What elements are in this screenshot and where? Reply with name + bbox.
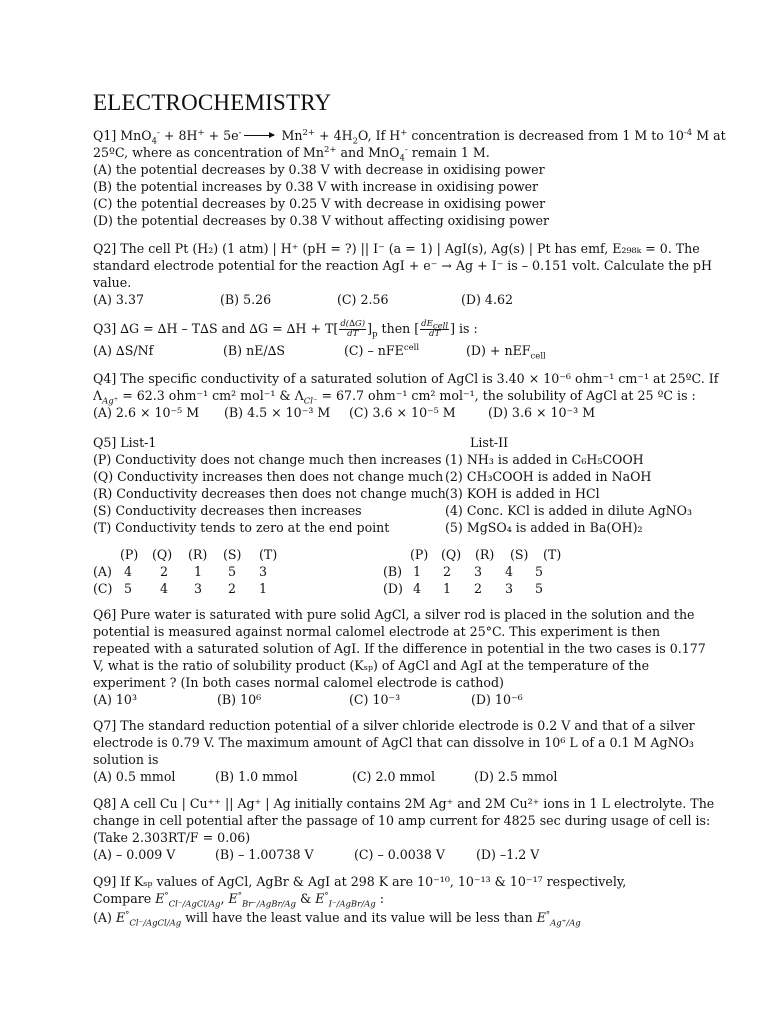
question-2-options [93,291,693,308]
match-cell: 1 [443,581,452,596]
match-header-q: (Q) [441,547,462,562]
match-cell: 1 [194,564,203,579]
match-row [93,580,693,597]
list-row [93,519,693,536]
option-a: (A) 3.37 [93,292,144,307]
option-c: (C) the potential decreases by 0.25 V with decrease in oxidising power [93,196,546,211]
question-7-stem-line: solution is [93,752,159,767]
question-7-stem-line: Q7] The standard reduction potential of a silver chloride electrode is 0.2 V and that of a silver [93,718,695,733]
question-9-option-a: (A) $E^\circ_{Cl^-/AgCl/Ag}$ will have the least value and its value will be less than $E^\circ_{Ag^+/Ag}$ [93,909,581,929]
option-c: (C) 2.56 [337,292,389,307]
option-c: (C) 3.6 × 10⁻⁵ M [349,405,456,420]
question-2-stem-line-1: Q2] The cell Pt (H₂) (1 atm) | H⁺ (pH = ?) || I⁻ (a = 1) | AgI(s), Ag(s) | Pt has emf, E₂₉₈ₖ = 0. The [93,241,700,256]
match-cell: 2 [443,564,452,579]
question-2-stem-line-3: value. [93,275,132,290]
match-header-s: (S) [510,547,529,562]
question-6-stem-line: potential is measured against normal calomel electrode at 25°C. This experiment is then [93,624,661,639]
option-b: (B) 1.0 mmol [215,769,298,784]
question-4-stem-line-2: $\Lambda_{Ag^+} = 62.3$ ohm⁻¹ cm² mol⁻¹ & $\Lambda_{Cl^-} = 67.7$ ohm⁻¹ cm² mol⁻¹, the solubility of AgCl at 25 ºC is : [93,388,696,407]
option-d: (D) 4.62 [461,292,513,307]
list-row [93,451,693,468]
question-9-stem-line-1: Q9] If Kₛₚ values of AgCl, AgBr & AgI at 298 K are 10⁻¹⁰, 10⁻¹³ & 10⁻¹⁷ respectively, [93,874,627,889]
question-8-options [93,846,693,863]
match-cell: 5 [124,581,133,596]
match-cell: 1 [413,564,422,579]
match-header-s: (S) [223,547,242,562]
match-cell: 4 [124,564,133,579]
question-6-stem-line: Q6] Pure water is saturated with pure solid AgCl, a silver rod is placed in the solution and the [93,607,695,622]
option-a: (A) – 0.009 V [93,847,176,862]
list-2-item-4: (4) Conc. KCl is added in dilute AgNO₃ [445,503,693,518]
match-header-p: (P) [410,547,429,562]
list-2-item-2: (2) CH₃COOH is added in NaOH [445,469,652,484]
match-cell: 5 [535,564,544,579]
question-6-stem-line: repeated with a saturated solution of AgI. If the difference in potential in the two cases is 0.177 [93,641,706,656]
option-c: (C) [93,581,113,596]
match-cell: 3 [474,564,483,579]
question-8-stem-line: (Take 2.303RT/F = 0.06) [93,830,251,845]
option-a: (A) 2.6 × 10⁻⁵ M [93,405,200,420]
option-c: (C) 2.0 mmol [352,769,435,784]
fraction-d-ecell-dt: $\frac{dE_{cell}}{dT}$ [421,319,449,339]
question-9-stem-line-2: Compare $E^\circ_{Cl^-/AgCl/Ag}$, $E^\circ_{Br^-/AgBr/Ag}$ & $E^\circ_{I^-/AgBr/Ag}$ : [93,890,384,910]
option-b: (B) [383,564,403,579]
question-8-stem-line: Q8] A cell Cu | Cu⁺⁺ || Ag⁺ | Ag initially contains 2M Ag⁺ and 2M Cu²⁺ ions in 1 L electrolyte. The [93,796,715,811]
option-d: (D) 2.5 mmol [474,769,558,784]
list-1-item-r: (R) Conductivity decreases then does not change much [93,486,446,501]
question-4-options [93,404,693,421]
match-header-row [93,546,693,563]
match-grid [93,546,693,597]
option-a: (A) 10³ [93,692,137,707]
match-cell: 4 [505,564,514,579]
question-1-stem-line-2: 25ºC, where as concentration of $Mn^{2+}$ and MnO$_4$- remain 1 M. [93,144,490,164]
list-2-item-5: (5) MgSO₄ is added in Ba(OH)₂ [445,520,643,535]
option-c: (C) – nFE$^{cell}$ [344,342,420,358]
match-cell: 2 [228,581,237,596]
option-d: (D) 3.6 × 10⁻³ M [488,405,596,420]
fraction-d-delta-g-dt: $\frac{d(\Delta G)}{dT}$ [340,319,366,339]
option-c: (C) 10⁻³ [349,692,401,707]
match-header-t: (T) [543,547,562,562]
question-6 [93,606,706,708]
match-cell: 1 [259,581,268,596]
question-2 [93,240,712,308]
question-1-stem-line-1: Q1] MnO$_4$- + 8H+ + 5e- $Mn^{2+} + 4H_2O$, If H+ concentration is decreased from 1 M to $10^{-4}$ M at [93,127,726,147]
question-3-stem: Q3] ∆G = ∆H – T∆S and ∆G = ∆H + T[ $\frac{d(\Delta G)}{dT}$ ]$_p$ then [ $\frac{dE_{cell}}{dT}$ ] is : [93,319,478,340]
option-b: (B) the potential increases by 0.38 V with increase in oxidising power [93,179,539,194]
page-title: ELECTROCHEMISTRY [93,90,332,115]
match-header-r: (R) [475,547,495,562]
list-row [93,468,693,485]
question-3-options [93,342,693,362]
question-7-options [93,768,693,785]
question-1 [93,127,726,229]
option-d: (D) [383,581,403,596]
question-4-stem-line-1: Q4] The specific conductivity of a saturated solution of AgCl is 3.40 × 10⁻⁶ ohm⁻¹ cm⁻¹ at 25ºC. If [93,371,719,386]
list-1-heading: Q5] List-1 [93,435,157,450]
match-header-p: (P) [120,547,139,562]
option-c: (C) – 0.0038 V [354,847,445,862]
option-a: (A) 0.5 mmol [93,769,176,784]
question-8-stem-line: change in cell potential after the passage of 10 amp current for 4825 sec during usage of cell is: [93,813,711,828]
option-d: (D) 10⁻⁶ [471,692,523,707]
match-cell: 3 [259,564,268,579]
question-3 [93,319,693,362]
match-cell: 3 [505,581,514,596]
question-7-stem-line: electrode is 0.79 V. The maximum amount of AgCl that can dissolve in 10⁶ L of a 0.1 M AgNO₃ [93,735,694,750]
option-a: (A) [93,564,112,579]
question-9 [93,873,693,929]
option-d: (D) + nEF$_{cell}$ [466,343,546,362]
match-cell: 5 [228,564,237,579]
question-7 [93,717,693,785]
match-cell: 2 [160,564,169,579]
list-1-item-t: (T) Conductivity tends to zero at the end point [93,520,390,535]
option-d: (D) –1.2 V [476,847,540,862]
list-2-item-1: (1) NH₃ is added in C₆H₅COOH [445,452,644,467]
list-2-item-3: (3) KOH is added in HCl [445,486,600,501]
question-4 [93,370,719,421]
question-5-header [93,434,693,451]
question-6-stem-line: V, what is the ratio of solubility product (Kₛₚ) of AgCl and AgI at the temperature of the [93,658,650,673]
list-row [93,485,693,502]
question-2-stem-line-2: standard electrode potential for the reaction AgI + e⁻ → Ag + I⁻ is – 0.151 volt. Calculate the pH [93,258,712,273]
list-row [93,502,693,519]
option-a: (A) ∆S/Nf [93,343,154,358]
list-2-heading: List-II [470,435,509,450]
match-header-q: (Q) [152,547,173,562]
match-cell: 4 [160,581,169,596]
match-header-t: (T) [259,547,278,562]
reaction-arrow-icon [244,135,274,136]
question-6-stem-line: experiment ? (In both cases normal calomel electrode is cathod) [93,675,504,690]
match-cell: 5 [535,581,544,596]
option-d: (D) the potential decreases by 0.38 V without affecting oxidising power [93,213,550,228]
question-5 [93,434,693,536]
option-b: (B) nE/∆S [223,343,286,358]
question-8 [93,795,715,863]
match-row [93,563,693,580]
match-cell: 3 [194,581,203,596]
match-cell: 4 [413,581,422,596]
option-b: (B) – 1.00738 V [215,847,314,862]
option-a: (A) the potential decreases by 0.38 V with decrease in oxidising power [93,162,545,177]
question-6-options [93,691,693,708]
list-1-item-q: (Q) Conductivity increases then does not change much [93,469,444,484]
option-b: (B) 4.5 × 10⁻³ M [224,405,331,420]
list-1-item-p: (P) Conductivity does not change much then increases [93,452,442,467]
match-cell: 2 [474,581,483,596]
option-b: (B) 10⁶ [217,692,262,707]
match-header-r: (R) [188,547,208,562]
list-1-item-s: (S) Conductivity decreases then increases [93,503,362,518]
option-b: (B) 5.26 [220,292,272,307]
